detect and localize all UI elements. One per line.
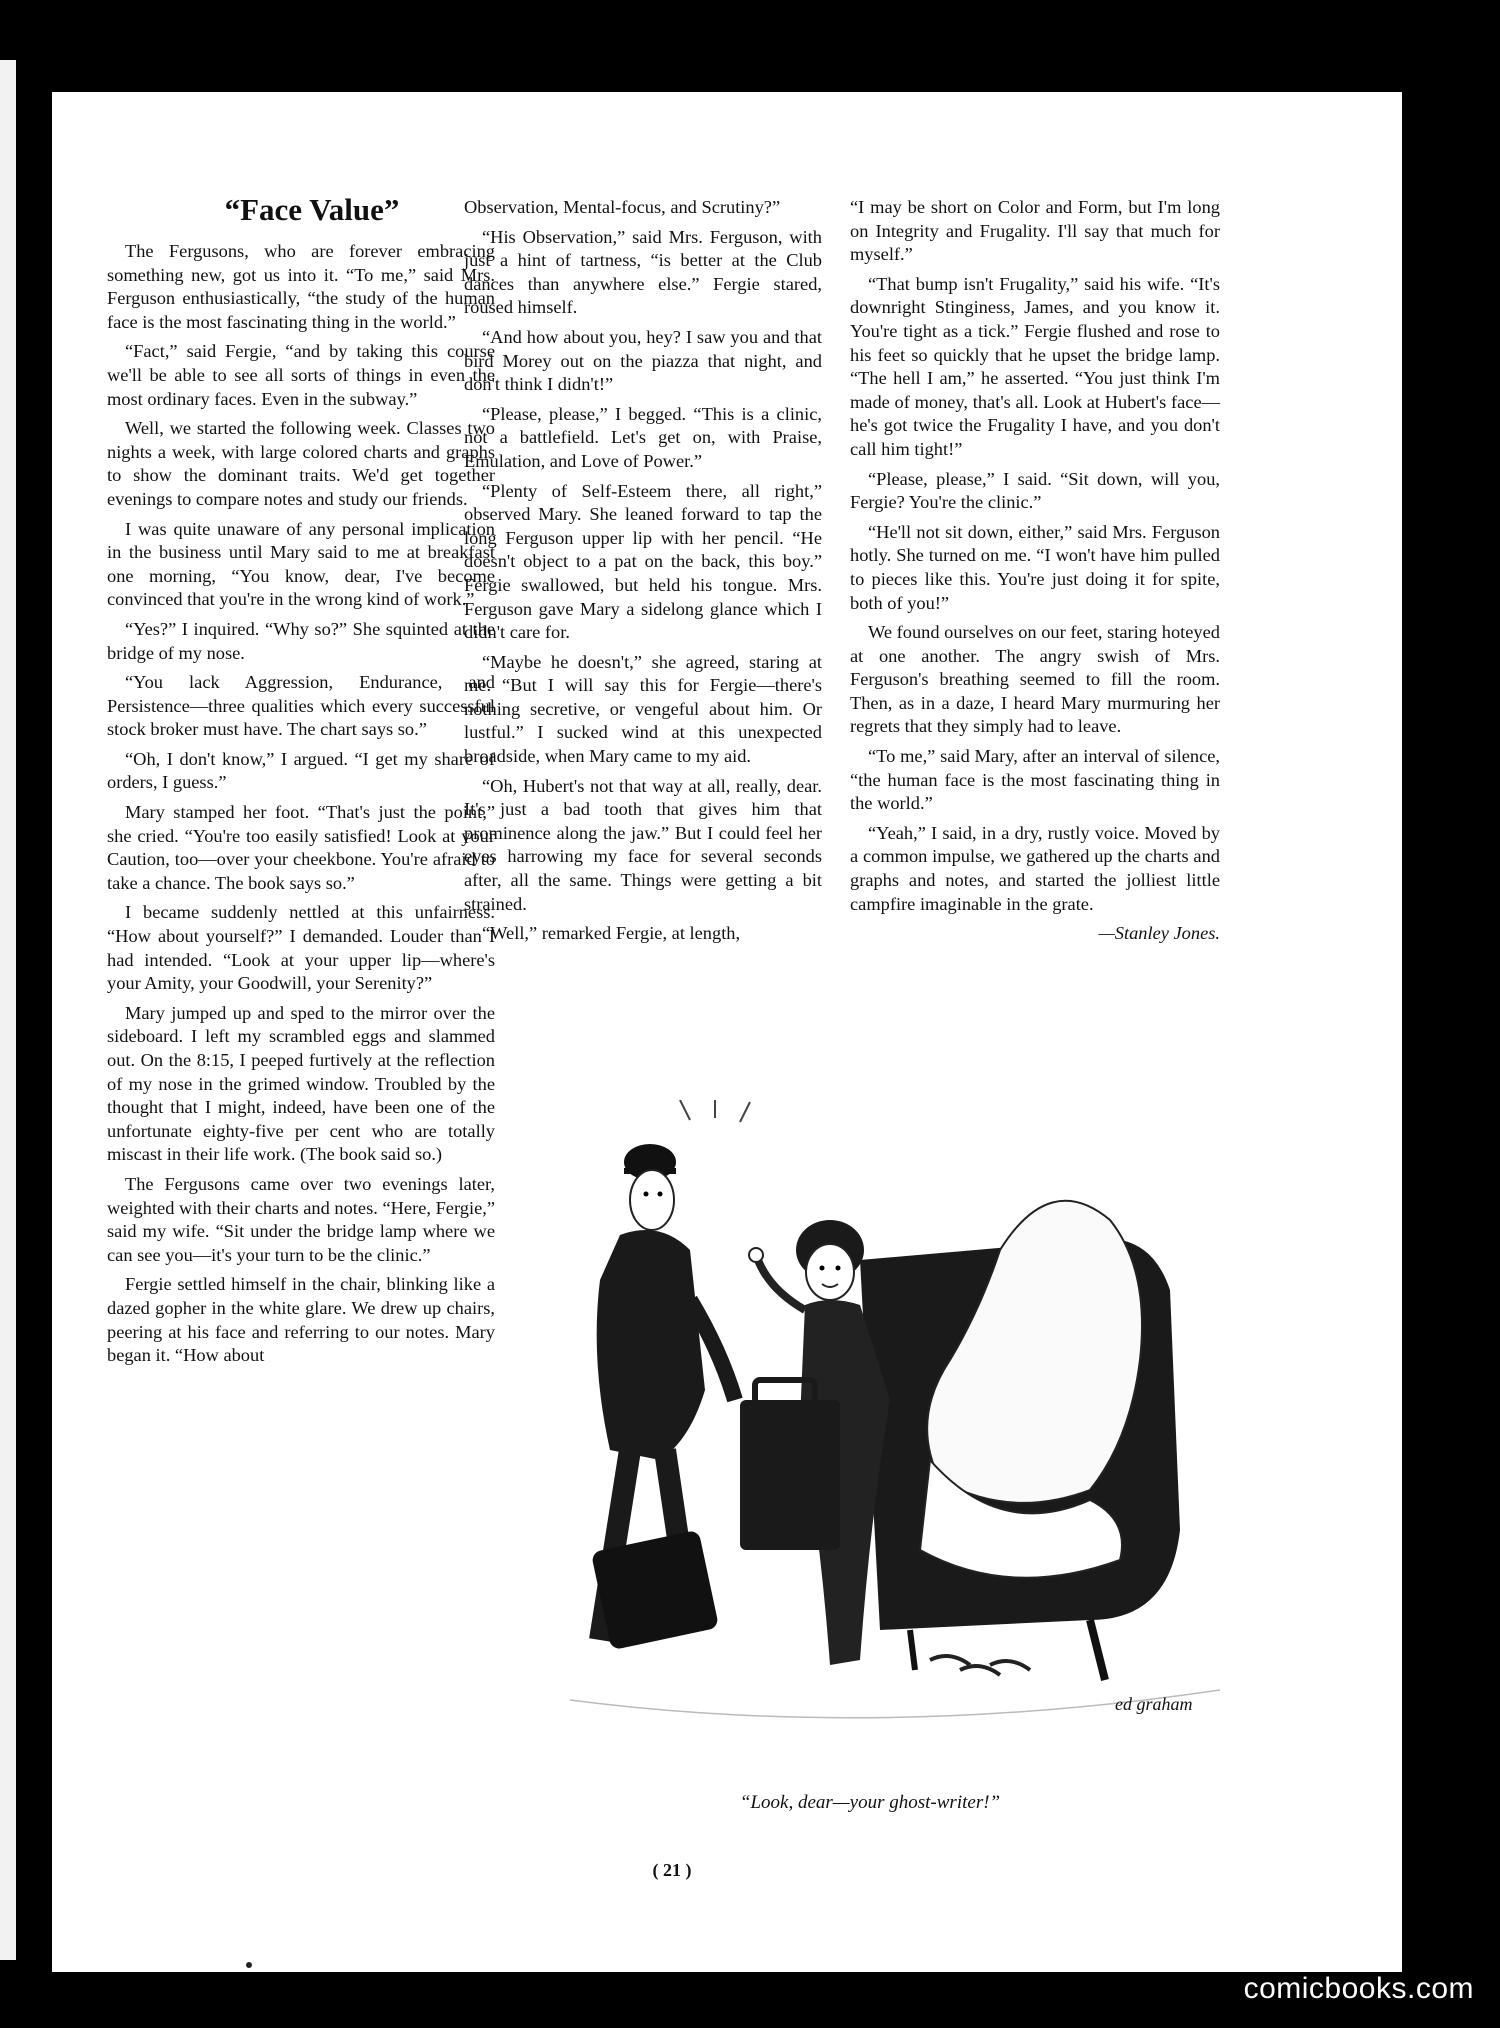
paragraph: “That bump isn't Frugality,” said his wife. “It's downright Stinginess, James, and you know it. You're tight as a tick.” Fergie flushed and rose to his feet so quickly that he upset the bridge lamp. “The hell I am,” he asserted. “You just think I'm made of money, that's all. Look at Hubert's face—he's got twice the Frugality I have, and you don't call him tight!” (850, 273, 1220, 459)
paragraph: “His Observation,” said Mrs. Ferguson, with just a hint of tartness, “is better at the Club dances than anywhere else.” Fergie stared, roused himself. (464, 226, 822, 318)
magazine-page (52, 92, 1402, 1972)
watermark: comicbooks.com (1243, 1972, 1474, 2005)
paragraph: “To me,” said Mary, after an interval of silence, “the human face is the most fascinating thing in the world.” (850, 746, 1220, 814)
paragraph: “Yeah,” I said, in a dry, rustly voice. Moved by a common impulse, we gathered up the charts and graphs and notes, and started the jolliest little campfire imaginable in the grate. (850, 822, 1220, 914)
man-figure (591, 1144, 735, 1650)
text-column-2 (464, 196, 822, 952)
author-signature: —Stanley Jones. (1098, 923, 1220, 944)
paragraph: We found ourselves on our feet, staring hoteyed at one another. The angry swish of Mrs. Ferguson's breathing seemed to fill the room. Then, as in a daze, I heard Mary murmuring her regrets that they simply had to leave. (850, 622, 1220, 737)
paragraph: Fergie settled himself in the chair, blinking like a dazed gopher in the white glare. We drew up chairs, peering at his face and referring to our notes. Mary began it. “How about (107, 1274, 495, 1366)
cartoon-illustration (530, 1100, 1230, 1764)
paragraph: Observation, Mental-focus, and Scrutiny?” (464, 197, 781, 217)
paragraph: “Please, please,” I said. “Sit down, will you, Fergie? You're the clinic.” (850, 468, 1220, 513)
paragraph: “You lack Aggression, Endurance, and Persistence—three qualities which every successful stock broker must have. The chart says so.” (107, 672, 495, 740)
paragraph: I became suddenly nettled at this unfairness. “How about yourself?” I demanded. Louder than I had intended. “Look at your upper lip—where's your Amity, your Goodwill, your Serenity?” (107, 902, 495, 994)
illustration-caption: “Look, dear—your ghost-writer!” (739, 1792, 1001, 1813)
paragraph: “Please, please,” I begged. “This is a clinic, not a battlefield. Let's get on, with Praise, Emulation, and Love of Power.” (464, 403, 822, 471)
paragraph: “And how about you, hey? I saw you and that bird Morey out on the piazza that night, and don't think I didn't!” (464, 326, 822, 395)
paragraph: “Fact,” said Fergie, “and by taking this course we'll be able to see all sorts of things in even the most ordinary faces. Even in the subway.” (107, 341, 495, 409)
paragraph: “Yes?” I inquired. “Why so?” She squinted at the bridge of my nose. (107, 618, 495, 663)
paragraph: “I may be short on Color and Form, but I'm long on Integrity and Frugality. I'll say that much for myself.” (850, 197, 1220, 265)
paragraph: “Oh, Hubert's not that way at all, really, dear. It's just a bad tooth that gives him that prominence along the jaw.” But I could feel her eyes harrowing my face for several seconds after, all the same. Things were getting a bit strained. (464, 775, 822, 914)
paragraph: Well, we started the following week. Classes two nights a week, with large colored charts and graphs to show the dominant traits. We'd get together evenings to compare notes and study our friends. (107, 418, 495, 509)
text-column-1 (107, 240, 495, 1374)
ink-speck (246, 1962, 252, 1968)
paragraph: “He'll not sit down, either,” said Mrs. Ferguson hotly. She turned on me. “I won't have him pulled to pieces like this. You're just doing it for spite, both of you!” (850, 521, 1220, 613)
paragraph: I was quite unaware of any personal implication in the business until Mary said to me at breakfast one morning, “You know, dear, I've become convinced that you're in the wrong kind of work.” (107, 518, 495, 610)
artist-signature: ed graham (1115, 1694, 1193, 1714)
article-title: “Face Value” (224, 192, 400, 227)
paragraph: “Well,” remarked Fergie, at length, (482, 923, 741, 944)
text-column-3 (850, 196, 1220, 946)
shoes (930, 1656, 1030, 1675)
paragraph: “Plenty of Self-Esteem there, all right,” observed Mary. She leaned forward to tap the long Ferguson upper lip with her pencil. “He doesn't object to a pat on the back, this boy.” Fergie swallowed, but held his tongue. Mrs. Ferguson gave Mary a sidelong glance which I didn't care for. (464, 480, 822, 643)
paragraph: The Fergusons, who are forever embracing something new, got us into it. “To me,” said Mrs. Ferguson enthusiastically, “the study of the human face is the most fascinating thing in the world.” (107, 241, 495, 332)
paragraph: “Oh, I don't know,” I argued. “I get my share of orders, I guess.” (107, 748, 495, 793)
page-number: ( 21 ) (652, 1860, 692, 1880)
adjacent-page-edge (0, 60, 16, 1960)
suitcase (740, 1380, 840, 1550)
paragraph: The Fergusons came over two evenings later, weighted with their charts and notes. “Here, Fergie,” said my wife. “Sit under the bridge lamp where we can see you—it's your turn to be the clinic.” (107, 1173, 495, 1265)
paragraph: Mary stamped her foot. “That's just the point,” she cried. “You're too easily satisfied! Look at your Caution, too—over your cheekbone. You're afraid to take a chance. The book says so.” (107, 802, 495, 893)
paragraph: “Maybe he doesn't,” she agreed, staring at me. “But I will say this for Fergie—there's nothing secretive, or vengeful about him. Or lustful.” I sucked wind at this unexpected broadside, when Mary came to my aid. (464, 651, 822, 767)
chaise-longue (860, 1201, 1180, 1680)
paragraph: Mary jumped up and sped to the mirror over the sideboard. I left my scrambled eggs and slammed out. On the 8:15, I peeped furtively at the reflection of my nose in the grimed window. Troubled by the thought that I might, indeed, have been one of the unfortunate eighty-five per cent who are totally miscast in their life work. (The book said so.) (107, 1002, 495, 1165)
